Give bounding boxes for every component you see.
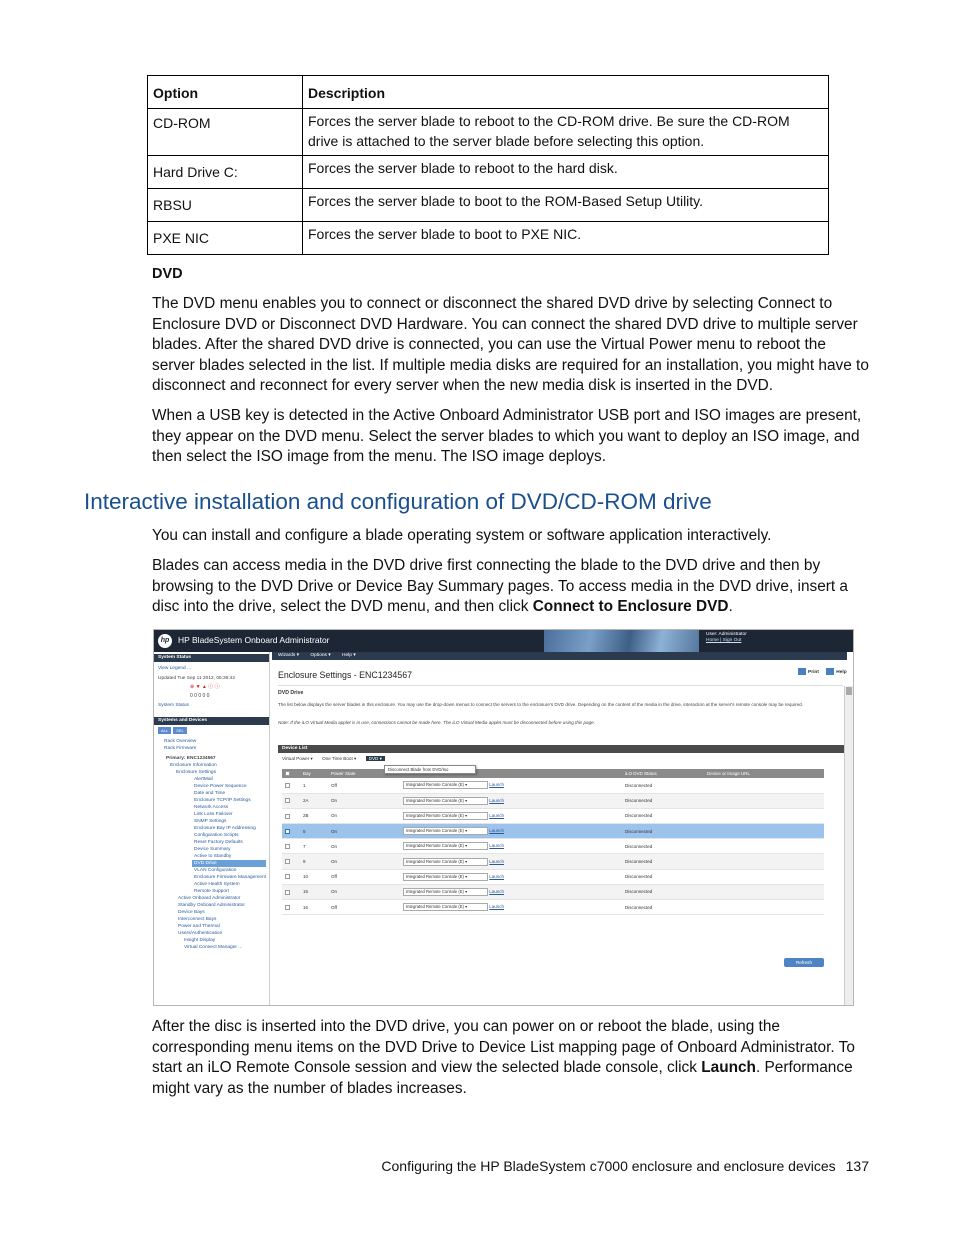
row-select[interactable] bbox=[282, 900, 300, 915]
launch-link[interactable]: Launch bbox=[489, 782, 505, 788]
row-select[interactable] bbox=[282, 839, 300, 854]
table-row bbox=[148, 109, 829, 156]
settings-nav-link[interactable]: AlertMail bbox=[194, 777, 213, 782]
page-tools bbox=[792, 668, 847, 675]
power-state-cell: On bbox=[328, 854, 400, 869]
section-paragraph-2 bbox=[152, 556, 870, 618]
settings-list-2 bbox=[154, 867, 269, 895]
device-url-cell bbox=[704, 900, 824, 915]
options-table-header bbox=[148, 76, 829, 109]
oa-nav-bar bbox=[272, 652, 847, 660]
tree-nav-link[interactable]: Device Bays bbox=[178, 910, 205, 915]
header-banner-image bbox=[544, 630, 699, 652]
option-column-header: Option bbox=[148, 76, 303, 109]
table-row[interactable] bbox=[282, 884, 824, 899]
ilo-dvd-status-cell: Disconnected bbox=[622, 793, 704, 808]
section-paragraph-1: You can install and configure a blade operating system or software application interactively. bbox=[152, 527, 772, 544]
device-list-table bbox=[282, 769, 824, 915]
tree-nav-link[interactable]: Standby Onboard Administrator bbox=[178, 903, 245, 908]
description-cell: Forces the server blade to reboot to the hard disk. bbox=[303, 156, 829, 189]
options-menu[interactable]: Options ▾ bbox=[310, 653, 331, 658]
console-cell bbox=[400, 824, 622, 839]
help-button[interactable] bbox=[826, 670, 846, 675]
console-select[interactable]: Integrated Remote Console (E) ▾ bbox=[403, 842, 488, 850]
oa-app-title: HP BladeSystem Onboard Administrator bbox=[178, 635, 330, 645]
tree-nav-link[interactable]: Users/Authentication bbox=[178, 931, 223, 936]
settings-nav-link[interactable]: Device Power Sequence bbox=[194, 784, 247, 789]
oa-main bbox=[272, 652, 854, 1006]
power-state-cell: Off bbox=[328, 900, 400, 915]
settings-nav-link[interactable]: Configuration Scripts bbox=[194, 833, 239, 838]
option-cell: Hard Drive C: bbox=[148, 156, 303, 189]
launch-link[interactable]: Launch bbox=[489, 873, 505, 879]
launch-link[interactable]: Launch bbox=[489, 828, 505, 834]
bay-header: Bay bbox=[300, 769, 328, 778]
row-checkbox[interactable] bbox=[285, 783, 290, 788]
description-cell: Forces the server blade to reboot to the CD-ROM drive. Be sure the CD-ROM drive is attached to the server blade before selecting this option. bbox=[303, 109, 829, 156]
ilo-dvd-status-cell: Disconnected bbox=[622, 839, 704, 854]
console-cell bbox=[400, 854, 622, 869]
ilo-dvd-status-cell: Disconnected bbox=[622, 854, 704, 869]
console-select[interactable]: Integrated Remote Console (E) ▾ bbox=[403, 858, 488, 866]
hp-logo: hp bbox=[158, 634, 172, 648]
refresh-button[interactable]: Refresh bbox=[784, 958, 824, 967]
tree-nav-link[interactable]: Power and Thermal bbox=[178, 924, 220, 929]
table-row[interactable] bbox=[282, 854, 824, 869]
ilo-dvd-status-cell: Disconnected bbox=[622, 869, 704, 884]
console-cell bbox=[400, 839, 622, 854]
footer-text: Configuring the HP BladeSystem c7000 enclosure and enclosure devices bbox=[381, 1158, 836, 1174]
console-select-value: Integrated Remote Console (E) bbox=[406, 904, 464, 910]
bay-cell: 2B bbox=[300, 808, 328, 823]
primary-enclosure: Primary: ENC1234567 bbox=[166, 756, 216, 761]
user-label: User: Administrator bbox=[706, 632, 747, 637]
console-select[interactable]: Integrated Remote Console (E) ▾ bbox=[403, 873, 488, 881]
console-select-value: Integrated Remote Console (E) bbox=[406, 858, 464, 864]
alert-icon-row: ⊗ ▼ ▲ ⓘ ⓘ bbox=[190, 684, 220, 690]
console-select[interactable]: Integrated Remote Console (E) ▾ bbox=[403, 903, 488, 911]
table-row bbox=[148, 156, 829, 189]
dvd-drive-description: The list below displays the server blades in this enclosure. You may use the drop-down menus to connect the servers to the enclosure's DVD drive. Depending on the content of the media in the drive, interaction at the server's remote console may be required. bbox=[278, 702, 803, 707]
dvd-drive-note: Note: If the iLO Virtual Media applet is in use, connections cannot be made here. The iLO Virtual Media applet must be disconnected before using this page. bbox=[278, 720, 595, 725]
option-cell: CD-ROM bbox=[148, 109, 303, 156]
paragraph-text: After the disc is inserted into the DVD drive, you can power on or reboot the blade, using the corresponding menu items on the DVD Drive to Device List mapping page of Onboard Administrator. To start an iLO Remote Console session and view the selected blade console, click bbox=[152, 1018, 855, 1077]
virtual-power-menu[interactable]: Virtual Power ▾ bbox=[282, 756, 313, 761]
updated-timestamp: Updated Tue Sep 11 2012, 05:36:42 bbox=[158, 676, 235, 681]
insight-display-link[interactable]: Insight Display bbox=[184, 938, 216, 943]
section-title: Interactive installation and configuration of DVD/CD-ROM drive bbox=[84, 489, 712, 514]
tag-sel[interactable]: SEL bbox=[173, 727, 187, 734]
tag-all[interactable]: ALL bbox=[158, 727, 171, 734]
device-url-cell bbox=[704, 824, 824, 839]
launch-link[interactable]: Launch bbox=[489, 812, 505, 818]
row-checkbox[interactable] bbox=[285, 890, 290, 895]
rack-overview-link[interactable]: Rack Overview bbox=[164, 739, 197, 744]
console-select-value: Integrated Remote Console (E) bbox=[406, 873, 464, 879]
table-row[interactable] bbox=[282, 778, 824, 793]
table-row[interactable] bbox=[282, 900, 824, 915]
dvd-drive-heading: DVD Drive bbox=[278, 690, 304, 696]
device-url-cell bbox=[704, 808, 824, 823]
row-checkbox[interactable] bbox=[285, 859, 290, 864]
table-row[interactable] bbox=[282, 869, 824, 884]
tree-nav-link[interactable]: Interconnect Bays bbox=[178, 917, 217, 922]
help-label: Help bbox=[836, 669, 847, 675]
console-select-value: Integrated Remote Console (E) bbox=[406, 782, 464, 788]
row-select[interactable] bbox=[282, 793, 300, 808]
connect-enclosure-dvd-term: Connect to Enclosure DVD bbox=[532, 598, 729, 616]
page-footer bbox=[381, 1158, 869, 1174]
enclosure-settings-link[interactable]: Enclosure Settings bbox=[176, 770, 216, 775]
row-select[interactable] bbox=[282, 884, 300, 899]
launch-link[interactable]: Launch bbox=[489, 858, 505, 864]
row-checkbox[interactable] bbox=[285, 829, 290, 834]
help-menu[interactable]: Help ▾ bbox=[342, 653, 356, 658]
paragraph-text: . Performance might vary as the number of blades increases. bbox=[152, 1059, 853, 1097]
console-select[interactable]: Integrated Remote Console (E) ▾ bbox=[403, 797, 488, 805]
device-list-menu bbox=[282, 756, 393, 762]
bay-cell: 9 bbox=[300, 854, 328, 869]
console-select[interactable]: Integrated Remote Console (E) ▾ bbox=[403, 781, 488, 789]
row-checkbox[interactable] bbox=[285, 874, 290, 879]
power-state-cell: On bbox=[328, 808, 400, 823]
device-url-cell bbox=[704, 793, 824, 808]
system-status-link[interactable]: System Status bbox=[158, 703, 189, 708]
print-label: Print bbox=[808, 669, 819, 675]
console-select[interactable]: Integrated Remote Console (E) ▾ bbox=[403, 827, 488, 835]
power-state-cell: Off bbox=[328, 778, 400, 793]
table-row[interactable] bbox=[282, 824, 824, 839]
console-cell bbox=[400, 900, 622, 915]
console-select[interactable]: Integrated Remote Console (E) ▾ bbox=[403, 812, 488, 820]
description-cell: Forces the server blade to boot to PXE NIC. bbox=[303, 222, 829, 255]
view-legend-link[interactable]: View Legend ... bbox=[158, 666, 191, 671]
console-cell bbox=[400, 884, 622, 899]
virtual-connect-link[interactable]: Virtual Connect Manager ... bbox=[184, 945, 243, 950]
console-select[interactable]: Integrated Remote Console (E) ▾ bbox=[403, 888, 488, 896]
ilo-dvd-status-cell: Disconnected bbox=[622, 900, 704, 915]
bay-cell: 15 bbox=[300, 884, 328, 899]
print-icon bbox=[798, 668, 806, 675]
after-paragraph bbox=[152, 1017, 870, 1099]
tree-list bbox=[154, 895, 269, 937]
launch-term: Launch bbox=[701, 1059, 756, 1077]
row-checkbox[interactable] bbox=[285, 905, 290, 910]
console-cell bbox=[400, 869, 622, 884]
wizards-menu[interactable]: Wizards ▾ bbox=[278, 653, 300, 658]
device-url-cell bbox=[704, 778, 824, 793]
device-rows bbox=[282, 778, 824, 915]
bay-cell: 7 bbox=[300, 839, 328, 854]
console-select-value: Integrated Remote Console (E) bbox=[406, 812, 464, 818]
row-checkbox[interactable] bbox=[285, 814, 290, 819]
oa-sidebar bbox=[154, 652, 270, 1006]
console-select-value: Integrated Remote Console (E) bbox=[406, 843, 464, 849]
tree-nav-link[interactable]: Active Onboard Administrator bbox=[178, 896, 241, 901]
row-select[interactable] bbox=[282, 824, 300, 839]
bay-cell: 16 bbox=[300, 900, 328, 915]
dvd-drive-link[interactable]: DVD Drive bbox=[192, 860, 266, 867]
disconnect-dvd-option[interactable]: Disconnect Blade from DVD/Iso bbox=[388, 767, 449, 772]
table-row bbox=[148, 222, 829, 255]
paragraph-text: Blades can access media in the DVD drive first connecting the blade to the DVD drive and then by browsing to the DVD Drive or Device Bay Summary pages. To access media in the DVD drive, insert a disc into the drive, select the DVD menu, and then click bbox=[152, 557, 848, 616]
row-select[interactable] bbox=[282, 778, 300, 793]
settings-nav-link[interactable]: Enclosure Bay IP Addressing bbox=[194, 826, 256, 831]
launch-link[interactable]: Launch bbox=[489, 888, 505, 894]
device-url-header: Device or Image URL bbox=[704, 769, 824, 778]
settings-nav-link[interactable]: SNMP Settings bbox=[194, 819, 227, 824]
bay-cell: 1 bbox=[300, 778, 328, 793]
settings-nav-link[interactable]: Enclosure TCP/IP Settings bbox=[194, 798, 251, 803]
help-icon bbox=[826, 668, 834, 675]
option-cell: PXE NIC bbox=[148, 222, 303, 255]
page-scrollbar[interactable] bbox=[844, 686, 853, 1006]
row-checkbox[interactable] bbox=[285, 844, 290, 849]
launch-link[interactable]: Launch bbox=[489, 843, 505, 849]
bay-cell: 2A bbox=[300, 793, 328, 808]
user-info bbox=[706, 632, 747, 644]
enclosure-settings-title: Enclosure Settings - ENC1234567 bbox=[278, 670, 412, 680]
filter-tags bbox=[154, 727, 269, 735]
launch-link[interactable]: Launch bbox=[489, 904, 505, 910]
settings-nav-link[interactable]: Date and Time bbox=[194, 791, 226, 796]
dvd-popup-menu[interactable] bbox=[384, 765, 476, 774]
rack-firmware-link[interactable]: Rack Firmware bbox=[164, 746, 197, 751]
power-state-cell: On bbox=[328, 793, 400, 808]
row-select[interactable] bbox=[282, 869, 300, 884]
divider bbox=[278, 685, 843, 686]
oa-header bbox=[154, 630, 854, 652]
console-cell bbox=[400, 778, 622, 793]
ilo-dvd-status-cell: Disconnected bbox=[622, 884, 704, 899]
device-url-cell bbox=[704, 839, 824, 854]
power-state-header: Power State bbox=[328, 769, 400, 778]
settings-nav-link[interactable]: Link Loss Failover bbox=[194, 812, 233, 817]
systems-devices-bar: Systems and Devices bbox=[154, 717, 269, 725]
console-cell bbox=[400, 793, 622, 808]
alert-counts: 0 0 0 0 0 bbox=[190, 693, 210, 699]
ilo-dvd-status-cell: Disconnected bbox=[622, 808, 704, 823]
row-select[interactable] bbox=[282, 808, 300, 823]
user-links[interactable]: Home | Sign Out bbox=[706, 638, 742, 643]
oa-screenshot bbox=[153, 629, 854, 1006]
console-select-value: Integrated Remote Console (E) bbox=[406, 828, 464, 834]
row-select[interactable] bbox=[282, 854, 300, 869]
one-time-boot-menu[interactable]: One Time Boot ▾ bbox=[322, 756, 357, 761]
device-url-cell bbox=[704, 869, 824, 884]
paragraph-text: . bbox=[728, 598, 733, 616]
console-select-value: Integrated Remote Console (E) bbox=[406, 888, 464, 894]
options-table bbox=[147, 75, 829, 255]
description-column-header: Description bbox=[303, 76, 829, 109]
ilo-dvd-status-header: iLO DVD Status bbox=[622, 769, 704, 778]
settings-nav-link[interactable]: Remote Support bbox=[194, 889, 229, 894]
settings-nav-link[interactable]: Network Access bbox=[194, 805, 229, 810]
power-state-cell: Off bbox=[328, 869, 400, 884]
device-url-cell bbox=[704, 884, 824, 899]
device-url-cell bbox=[704, 854, 824, 869]
table-row bbox=[148, 189, 829, 222]
print-button[interactable] bbox=[798, 670, 819, 675]
enclosure-information-link[interactable]: Enclosure Information bbox=[170, 763, 217, 768]
power-state-cell: On bbox=[328, 824, 400, 839]
page-number: 137 bbox=[845, 1158, 869, 1174]
select-all-checkbox[interactable] bbox=[285, 771, 290, 776]
dvd-menu[interactable]: DVD ▾ bbox=[366, 756, 385, 761]
console-select-value: Integrated Remote Console (E) bbox=[406, 797, 464, 803]
dvd-paragraph-1: The DVD menu enables you to connect or disconnect the shared DVD drive by selecting Connect to Enclosure DVD or Disconnect DVD Hardware. You can connect the shared DVD drive to multiple server blades. After the shared DVD drive is connected, you can use the Virtual Power menu to reboot the server blades selected in the list. If multiple media disks are required for an installation, you might have to disconnect and reconnect for every server when the new media disk is inserted in the DVD. bbox=[152, 295, 869, 395]
system-status-bar: System Status bbox=[154, 654, 269, 662]
ilo-dvd-status-cell: Disconnected bbox=[622, 778, 704, 793]
settings-nav-link[interactable]: Enclosure Firmware Management bbox=[194, 875, 266, 880]
dvd-heading: DVD bbox=[152, 266, 183, 282]
console-cell bbox=[400, 808, 622, 823]
launch-link[interactable]: Launch bbox=[489, 797, 505, 803]
scrollbar-thumb[interactable] bbox=[846, 687, 852, 695]
settings-nav-link[interactable]: VLAN Configuration bbox=[194, 868, 237, 873]
device-table-header bbox=[282, 769, 824, 778]
bay-cell: 5 bbox=[300, 824, 328, 839]
select-all-header[interactable] bbox=[282, 769, 300, 778]
settings-nav-link[interactable]: Device Summary bbox=[194, 847, 231, 852]
settings-list bbox=[154, 776, 269, 860]
table-row[interactable] bbox=[282, 793, 824, 808]
settings-nav-link[interactable]: Active to Standby bbox=[194, 854, 232, 859]
alert-icons bbox=[154, 682, 269, 693]
option-cell: RBSU bbox=[148, 189, 303, 222]
dvd-paragraph-2: When a USB key is detected in the Active Onboard Administrator USB port and ISO images are present, they appear on the DVD menu. Select the server blades to which you want to deploy an ISO image, and then select the ISO image from the menu. The ISO image deploys. bbox=[152, 407, 862, 466]
row-checkbox[interactable] bbox=[285, 798, 290, 803]
power-state-cell: On bbox=[328, 839, 400, 854]
table-row[interactable] bbox=[282, 808, 824, 823]
description-cell: Forces the server blade to boot to the ROM-Based Setup Utility. bbox=[303, 189, 829, 222]
device-list-bar: Device List bbox=[278, 745, 844, 753]
settings-nav-link[interactable]: Active Health System bbox=[194, 882, 240, 887]
bay-cell: 10 bbox=[300, 869, 328, 884]
settings-nav-link[interactable]: Reset Factory Defaults bbox=[194, 840, 243, 845]
power-state-cell: On bbox=[328, 884, 400, 899]
table-row[interactable] bbox=[282, 839, 824, 854]
ilo-dvd-status-cell: Disconnected bbox=[622, 824, 704, 839]
